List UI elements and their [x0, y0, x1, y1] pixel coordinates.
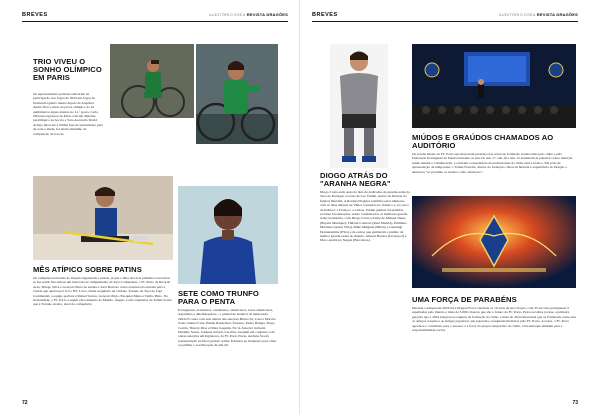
story-title-trunfo: SETE COMO TRUNFO PARA O PENTA: [178, 289, 259, 306]
page-number-right: 73: [572, 400, 578, 406]
story-body-parabens: Durante a temporada 2023/24 a Dragon Force celebrou os 10 anos da sua criação, com 35 escolas portuguesas 5 espalhadas pelo mundo e mais de 5.000 crianças que são o futuro do FC Porto. Pelos escalões jovens, a primeira geração que a 2024 integrou as equipas de formação do clube, e mais de 40 profissionais que os formaram, entre eles os antigos craques e as antigas jogadoras que jogaram e conquistaram títulos pelo FC Porto. A todos, o FC Porto agradece o contributo para o sucesso e a força do projeto desportivo do clube, com destaque também para a responsabilidade social.: [412, 306, 576, 333]
story-title-aranha: DIOGO ATRÁS DO "ARANHA NEGRA": [320, 171, 391, 188]
magazine-label: AUDITÓRIO ESEA REVISTA DRAGÕES: [208, 12, 288, 17]
photo-hockey-player: [33, 176, 173, 260]
section-label: BREVES: [312, 12, 338, 18]
story-body-graudos: Os jovens atletas do FC Porto que marcaram presença nas ações de formação promovidas pelo clube e pela Federação Portuguesa de Futebol durante os sub-19, sub-17, sub-16 e sub-15 assistiram às palestras sobre nutrição, saúde mental e comunicação, e ouviram a experiência de profissionais do clube azul e branco. Em jeito de apresentação da temporada, o Tomás Ferreira, diretor da formação, falou da história e experiência do Dragão e anunciou "ao próximo os treinos como um marco".: [412, 152, 574, 174]
magazine-label: AUDITÓRIO ESEA REVISTA DRAGÕES: [498, 12, 578, 17]
story-body-patins: Os campeões nacionais do hóquei enganaram a estreia, já que a falta dos dois primeiros encontros se fez sentir. Encontrou um intervalo de cumprimento da Taça Continental, o FC Porto de Ricardo Ares, Thiago Silva e Gonçalo Pinto na estreia e Xavi Barroso como aventura da entrada para a vitória que ajudou por 6-5 o HC Liceo, numa sequência de vitórias. Torneio de Taça de Liga Continental, a equipa portista é Rafael Santos, Gonçalo Pinto, Ezequiel Mena e Telmo Pinto. Na modalidade, o FC Porto a seguir em Campeão do Mundo, Ângelo e em conquistas de Tomás Sousa que é Torneio Aveiro, sinal de competição.: [33, 276, 172, 307]
photo-handball-player: [178, 186, 278, 284]
story-title-olympic: TRIO VIVEU O SONHO OLÍMPICO EM PARIS: [33, 57, 102, 82]
page-header-left: [22, 12, 288, 22]
photo-auditorium: [412, 44, 576, 128]
story-title-parabens: UMA FORÇA DE PARABÉNS: [412, 295, 517, 304]
page-number-left: 72: [22, 400, 28, 406]
section-label: BREVES: [22, 12, 48, 18]
story-title-patins: MÊS ATÍPICO SOBRE PATINS: [33, 265, 142, 274]
photo-boccia-athlete: [196, 44, 278, 144]
photo-goalkeeper: [330, 44, 388, 168]
right-page: [300, 0, 600, 414]
story-body-aranha: Diogo Costa anda atrás da lista de dedicados de guarda-redes da Taça de Portugal, ao lado de Lev Yashin, eterno da história do futebol mundial. A Revista Dragões relembra estes números, com as duas defesas de Viktor Gyökeres no clássico e, no cerco de Peñarol, a França e o Lisboa. Yashin ganhou 34 prémios, recebeu 6 nomeações, sendo considerados os melhores guarda-redes da história, com Diogo Costa à frente de Manuel Neuer (Bayern Munique), Thibaut Courtois (Real Madrid), Emiliano Martínez (Aston Villa), Mike Maignan (Milan) e Gianluigi Donnarumma (PSG) e de outros que ganharam o prémio de melhor guarda-redes do mundo: Alisson Becker (Liverpool) e Marc-André ter Stegen (Barcelona).: [320, 190, 410, 243]
story-body-olympic: Os representantes portistas estiveram na participação nos Jogos de 2024 em Jogos da Nomeada Quatro meses depois de Angélica André ficar a meio da prova olímpica da 10 quilómetros águas abertas no 12.º posto, Carla Oliveira regressou de Paris com um diploma paralímpico na boccia e Sara Ascenção David Araújo falou até à última fase de apuramento para de roda e ainda, foi ainda sinónimo de competição de boccia.: [33, 92, 103, 136]
story-body-trunfo: Portugueses, brasileiros, canadianos, americanos, norte-americanos, argentinos e dinamarqueses - o plantel de andebol da temporada 2024/25 conta com sete atletas das seleções Bruno Sá, Casa e Marcão Solas, Daniel Cruz, Emma Raedecker, Tanouso, Pedro Balaga, Tiago Corrêa, Thierry Dias e Dinis Joaquim. Na 'A-Seleção' incluem Danielle Sousa, Johanna Jebach, Caroline Joaquim em conjunto com outras seleções em Inglaterra, da FC Porto Norte, Andreia Sá em representação na final portista acima. Estamos no momento para olhar e partilhar o seu Europeu de sub-20.: [178, 308, 277, 348]
story-title-graudos: MIÚDOS E GRAÚDOS CHAMADOS AO AUDITÓRIO: [412, 133, 554, 150]
page-header-right: [312, 12, 578, 22]
photo-olympic-athlete: [110, 44, 194, 118]
photo-dragon-force: [412, 196, 576, 288]
